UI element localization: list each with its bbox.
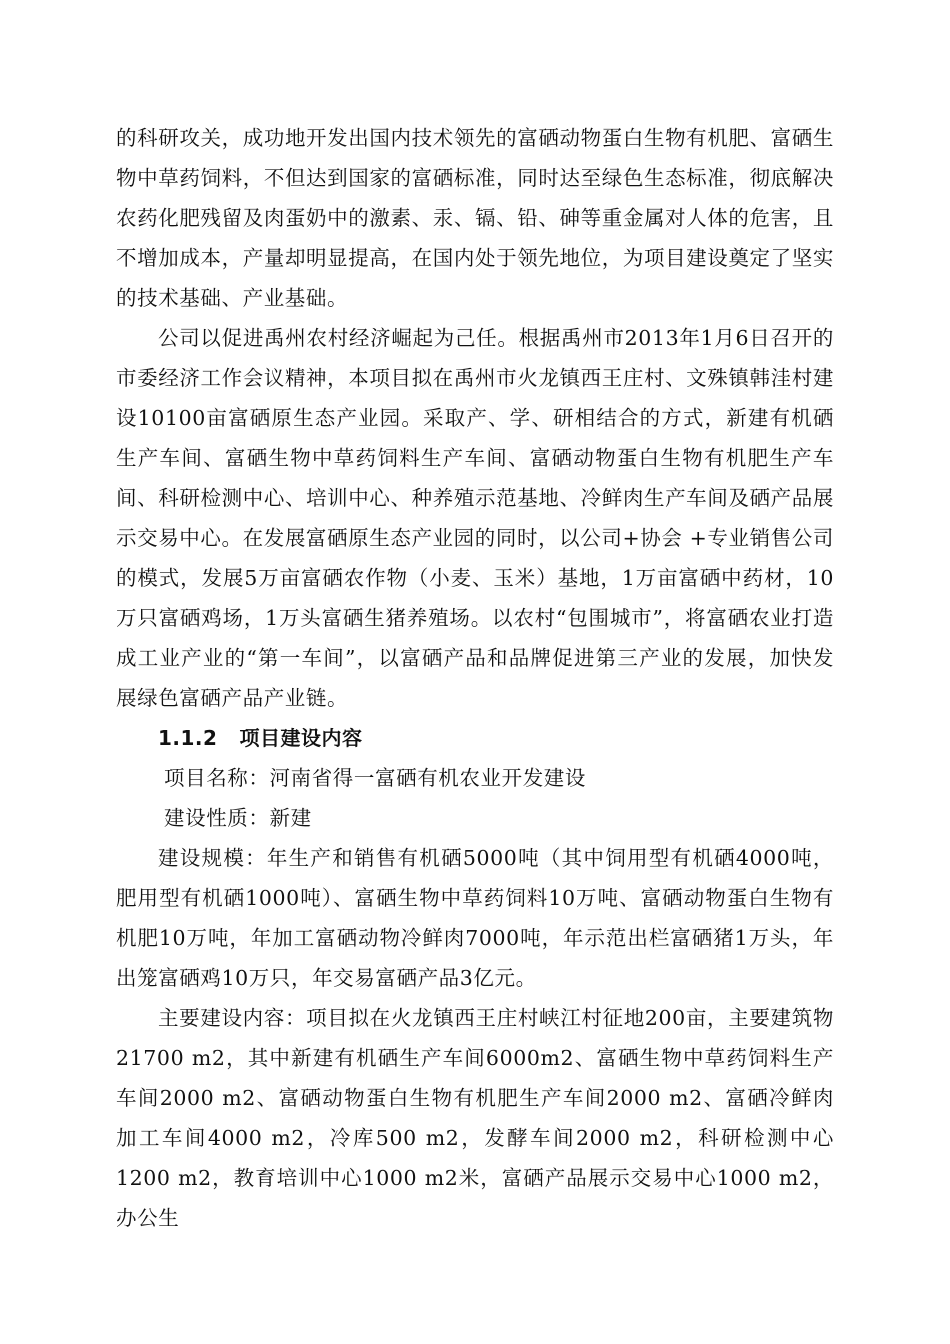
section-heading [116, 718, 834, 758]
paragraph-research: 的科研攻关，成功地开发出国内技术领先的富硒动物蛋白生物有机肥、富硒生物中草药饲料，不但达到国家的富硒标准，同时达至绿色生态标准，彻底解决农药化肥残留及肉蛋奶中的激素、汞、镉、铅、砷等重金属对人体的危害，且不增加成本，产量却明显提高，在国内处于领先地位，为项目建设奠定了坚实的技术基础、产业基础。 [116, 126, 834, 310]
section-number: 1.1.2 [158, 726, 218, 750]
main-content-paragraph: 主要建设内容：项目拟在火龙镇西王庄村峡江村征地200亩，主要建筑物21700 m2，其中新建有机硒生产车间6000m2、富硒生物中草药饲料生产车间2000 m2、富硒动物蛋白生物有机肥生产车间2000 m2、富硒冷鲜肉加工车间4000 m2，冷库500 m2，发酵车间2000 m2，科研检测中心1200 m2，教育培训中心1000 m2米，富硒产品展示交易中心1000 m2，办公生 [116, 1006, 834, 1230]
project-name-field: 项目名称：河南省得一富硒有机农业开发建设 [164, 766, 586, 790]
document-page [116, 118, 834, 1238]
construction-nature-field: 建设性质：新建 [164, 806, 312, 830]
construction-scale-paragraph: 建设规模：年生产和销售有机硒5000吨（其中饲用型有机硒4000吨，肥用型有机硒1000吨）、富硒生物中草药饲料10万吨、富硒动物蛋白生物有机肥10万吨，年加工富硒动物冷鲜肉7000吨，年示范出栏富硒猪1万头，年出笼富硒鸡10万只，年交易富硒产品3亿元。 [116, 846, 834, 990]
section-title: 项目建设内容 [239, 726, 363, 750]
paragraph-company: 公司以促进禹州农村经济崛起为己任。根据禹州市2013年1月6日召开的市委经济工作会议精神，本项目拟在禹州市火龙镇西王庄村、文殊镇韩洼村建设10100亩富硒原生态产业园。采取产、学、研相结合的方式，新建有机硒生产车间、富硒生物中草药饲料生产车间、富硒动物蛋白生物有机肥生产车间、科研检测中心、培训中心、种养殖示范基地、冷鲜肉生产车间及硒产品展示交易中心。在发展富硒原生态产业园的同时，以公司+协会 +专业销售公司的模式，发展5万亩富硒农作物（小麦、玉米）基地，1万亩富硒中药材，10万只富硒鸡场，1万头富硒生猪养殖场。以农村“包围城市”，将富硒农业打造成工业产业的“第一车间”，以富硒产品和品牌促进第三产业的发展，加快发展绿色富硒产品产业链。 [116, 326, 834, 710]
